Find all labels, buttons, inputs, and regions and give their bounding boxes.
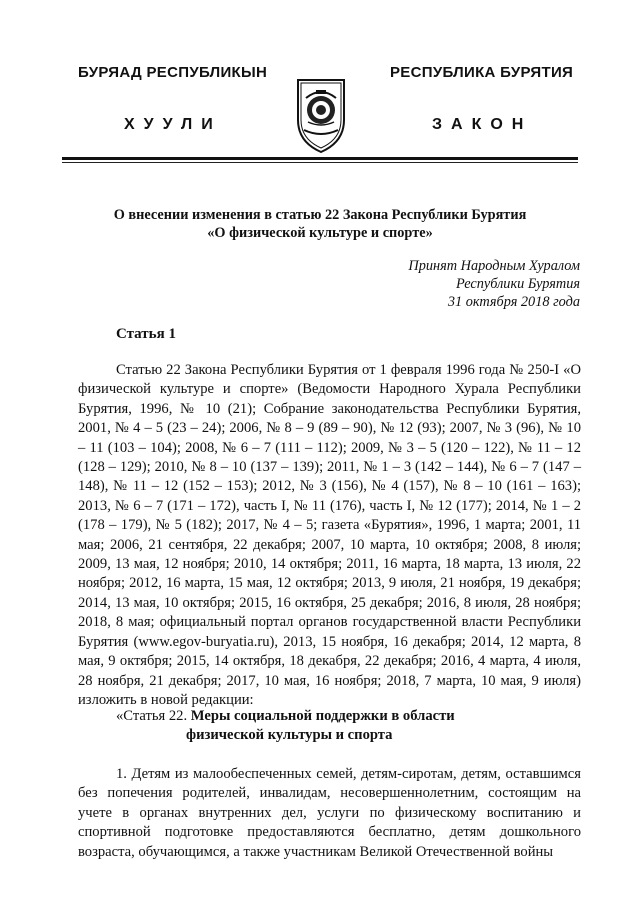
article-22-title-line-2: физической культуры и спорта [186, 727, 393, 743]
article-22-prefix: «Статья 22. [116, 708, 188, 724]
document-title-line-2: «О физической культуре и спорте» [207, 225, 433, 241]
document-title-line-1: О внесении изменения в статью 22 Закона Республики Бурятия [113, 207, 527, 223]
adoption-date: 31 октября 2018 года [447, 294, 580, 310]
header-rule-thick [62, 157, 578, 160]
adoption-line-2: Республики Бурятия [456, 276, 580, 292]
article-22-title-line-1: Меры социальной поддержки в области [190, 708, 455, 724]
adoption-note [320, 257, 580, 311]
header-right-subtitle: ЗАКОН [432, 116, 533, 133]
article-1-heading: Статья 1 [116, 326, 176, 342]
coat-of-arms-emblem [292, 76, 350, 154]
header-right-title: РЕСПУБЛИКА БУРЯТИЯ [390, 64, 574, 81]
article-22-clause-1 [78, 765, 581, 862]
adoption-line-1: Принят Народным Хуралом [408, 258, 580, 274]
header-left-title: БУРЯАД РЕСПУБЛИКЫН [78, 64, 268, 81]
header-left-subtitle: ХУУЛИ [124, 116, 222, 133]
article-22-heading [78, 707, 581, 745]
document-title [60, 206, 580, 242]
article-1-text: Статью 22 Закона Республики Бурятия от 1 февраля 1996 года № 250-I «О физической культуре и спорте» (Ведомости Народного Хурала Республики Бурятия, 1996, № 10 (21); Собрание законодательства Республики Бурятия, 2001, № 4 – 5 (23 – 24); 2006, № 8 – 9 (89 – 90), № 12 (93); 2007, № 3 (96), № 10 – 11 (103 – 104); 2008, № 6 – 7 (111 – 112); 2009, № 3 – 5 (120 – 122), № 11 – 12 (128 – 129); 2010, № 8 – 10 (137 – 139); 2011, № 1 – 3 (142 – 144), № 6 – 7 (147 – 148), № 11 – 12 (152 – 153); 2012, № 3 (156), № 4 (157), № 8 – 10 (161 – 163); 2013, № 6 – 7 (171 – 172), часть I, № 11 (176), часть I, № 12 (177); 2014, № 1 – 2 (178 – 179), № 5 (182); 2017, № 4 – 5; газета «Бурятия», 1996, 1 марта; 2001, 11 мая; 2006, 21 сентября, 22 декабря; 2007, 10 марта, 10 октября; 2008, 8 июля; 2009, 13 мая, 12 ноября; 2010, 14 октября; 2011, 16 марта, 18 марта, 13 июля, 22 ноября; 2012, 16 марта, 15 мая, 12 октября; 2013, 9 июля, 21 ноября, 19 декабря; 2014, 13 мая, 10 октября; 2015, 16 октября, 25 декабря; 2016, 8 июля, 28 ноября; 2018, 8 мая; официальный портал органов государственной власти Республики Бурятия (www.egov-buryatia.ru), 2013, 15 ноября, 16 декабря; 2014, 12 марта, 8 мая, 9 октября; 2015, 14 октября, 18 декабря, 22 декабря; 2016, 4 марта, 4 июля, 28 ноября, 21 декабря; 2017, 10 мая, 16 ноября; 2018, 7 марта, 10 мая, 9 июля) изложить в новой редакции: [78, 362, 581, 708]
clause-1-text: 1. Детям из малообеспеченных семей, детям-сиротам, детям, оставшимся без попечения родителей, инвалидам, несовершеннолетним, состоящим на учете в органах внутренних дел, услуги по физическому воспитанию и спортивной подготовке предоставляются бесплатно, детям дошкольного возраста, обучающимся, а также участникам Великой Отечественной войны [78, 766, 581, 860]
article-1-body [78, 361, 581, 710]
header-rule-thin [62, 162, 578, 163]
